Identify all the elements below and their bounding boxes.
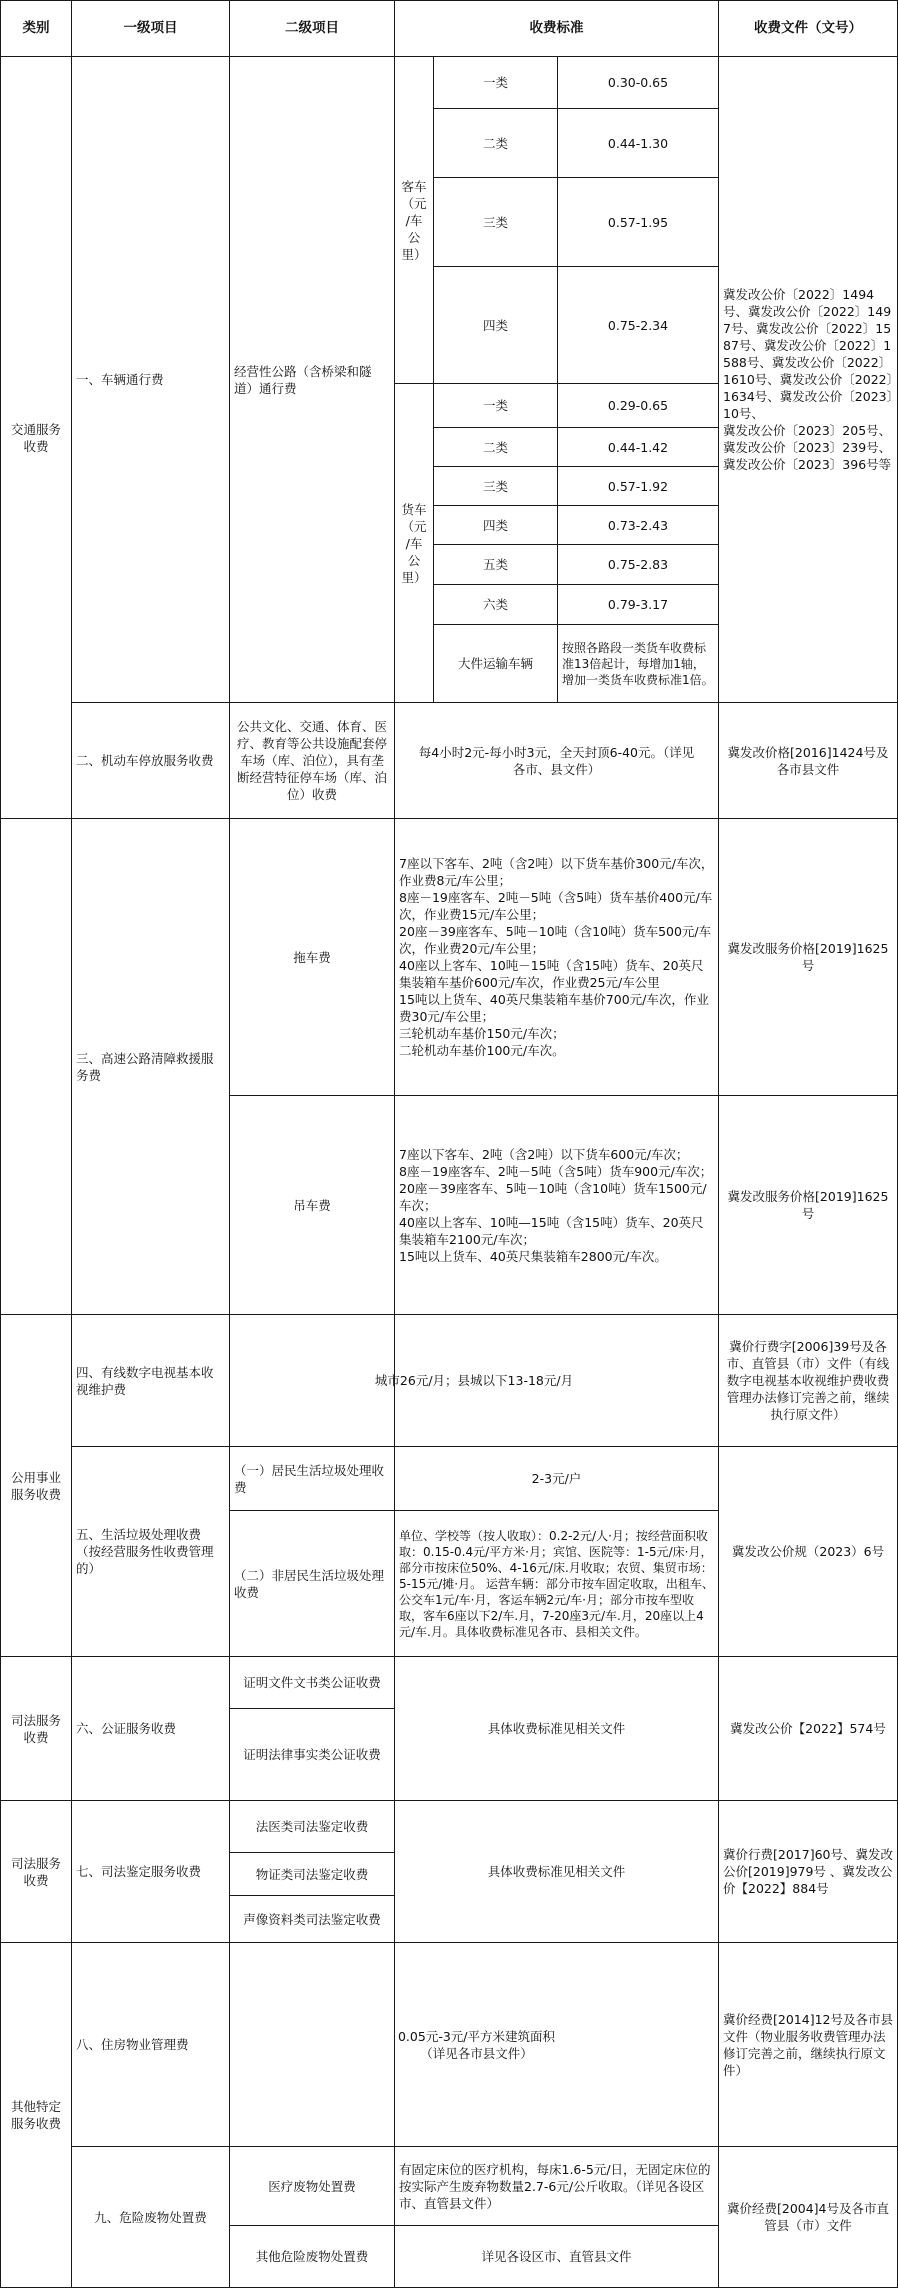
std-medical-waste: 有固定床位的医疗机构，每床1.6-5元/日，无固定床位的按实际产生废弃物数量2.7-6元/公斤收取。（详见各设区市、直管县文件） — [399, 2161, 711, 2211]
passenger-class: 一类 — [482, 75, 508, 90]
category-judicial-notary: 司法服务收费 — [10, 1712, 61, 1745]
truck-class: 大件运输车辆 — [457, 656, 533, 671]
truck-rate: 0.29-0.65 — [607, 398, 669, 413]
doc-tow-fee: 冀发改服务价格[2019]1625号 — [727, 941, 889, 973]
item-parking: 二、机动车停放服务收费 — [76, 753, 214, 768]
sub-notary-facts: 证明法律事实类公证收费 — [243, 1747, 381, 1762]
item-judicial-appraisal: 七、司法鉴定服务收费 — [76, 1864, 202, 1879]
header-standard: 收费标准 — [529, 20, 584, 36]
header-level2: 二级项目 — [285, 20, 339, 36]
truck-class: 二类 — [482, 439, 508, 455]
std-notary: 具体收费标准见相关文件 — [487, 1721, 626, 1736]
passenger-class: 二类 — [482, 135, 508, 151]
item-notary: 六、公证服务收费 — [76, 1721, 177, 1736]
std-tow-fee: 7座以下客车、2吨（含2吨）以下货车基价300元/车次，作业费8元/车公里； 8座－19座客车、2吨－5吨（含5吨）货车基价400元/车次，作业费15元/车公里； 20座－39座客车、5吨－10吨（含10吨）货车500元/车次，作业费20元/车公里； 40座以上客车、10吨－15吨（含15吨）货车、20英尺集装箱车基价600元/车次，作业费25元/车公里 15吨以上货车、40英尺集装箱车基价700元/车次，作业费30元/车公里； 三轮机动车基价150元/车次； 二轮机动车基价100元/车次。 — [399, 856, 714, 1058]
item-property-management: 八、住房物业管理费 — [76, 2037, 189, 2052]
sub-resident-garbage: （一）居民生活垃圾处理收费 — [234, 1462, 385, 1495]
header-level1: 一级项目 — [123, 20, 178, 36]
truck-class: 六类 — [482, 597, 508, 612]
doc-cable-tv: 冀价行费字[2006]39号及各市、直管县（市）文件（有线数字电视基本收视维护费收费管理办法修订完善之前，继续执行原文件） — [726, 1339, 890, 1422]
truck-rate: 按照各路段一类货车收费标准13倍起计，每增加1轴，增加一类货车收费标准1倍。 — [562, 640, 714, 687]
header-category: 类别 — [22, 20, 50, 36]
sub-crane-fee: 吊车费 — [293, 1197, 331, 1213]
passenger-rate: 0.75-2.34 — [607, 317, 669, 333]
passenger-rate: 0.30-0.65 — [607, 75, 669, 90]
truck-label: 货车 （元 /车 公 里） — [401, 501, 427, 585]
item-highway-rescue: 三、高速公路清障救援服务费 — [76, 1050, 214, 1083]
doc-property-management: 冀价经费[2014]12号及各市县文件（物业服务收费管理办法修订完善之前，继续执行原文件） — [723, 2011, 893, 2078]
std-other-hazardous-waste: 详见各设区市、直管县文件 — [481, 2249, 632, 2264]
header-document: 收费文件（文号） — [754, 20, 862, 36]
passenger-car-label: 客车 （元 /车 公 里） — [401, 178, 427, 262]
category-public: 公用事业服务收费 — [10, 1469, 61, 1502]
std-nonresident-garbage: 单位、学校等（按人收取）：0.2-2元/人·月；按经营面积收取：0.15-0.4元/平方米·月；宾馆、医院等：1-5元/床·月，部分市按床位50%、4-16元/床.月收取；农贸、集贸市场：5-15元/摊·月。 运营车辆：部分市按车固定收取，出租车、公交车1元/车·月，客运车辆2元/车·月；部分市按车型收取，客车6座以下2/车.月，7-20座3元/车.月，20座以上4元/车.月。具体收费标准见各市、县相关文件。 — [399, 1528, 714, 1639]
std-crane-fee: 7座以下客车、2吨（含2吨）以下货车600元/车次； 8座－19座客车、2吨－5吨（含5吨）货车900元/车次； 20座－39座客车、5吨－10吨（含10吨）货车1500元/车次； 40座以上客车、10吨—15吨（含15吨）货车、20英尺集装箱车2100元/车次； 15吨以上货车、40英尺集装箱车2800元/车次。 — [399, 1146, 713, 1264]
sub-parking: 公共文化、交通、体育、医疗、教育等公共设施配套停车场（库、泊位），具有垄断经营特征停车场（库、泊位）收费 — [236, 719, 387, 802]
truck-rate: 0.57-1.92 — [607, 478, 669, 494]
item-hazardous-waste: 九、危险废物处置费 — [94, 2209, 207, 2225]
truck-class: 三类 — [482, 478, 508, 494]
truck-rate: 0.44-1.42 — [607, 439, 669, 455]
sub-physical-evidence: 物证类司法鉴定收费 — [255, 1866, 369, 1882]
sub-notary-documents: 证明文件文书类公证收费 — [243, 1675, 381, 1690]
sub-nonresident-garbage: （二）非居民生活垃圾处理收费 — [234, 1567, 385, 1600]
truck-rate: 0.79-3.17 — [607, 597, 669, 612]
sub-medical-waste: 医疗废物处置费 — [268, 2178, 356, 2194]
doc-judicial-appraisal: 冀价行费[2017]60号、冀发改公价[2019]979号 、冀发改公价【2022】884号 — [723, 1847, 893, 1896]
truck-class: 一类 — [482, 398, 508, 413]
truck-class: 五类 — [482, 557, 508, 572]
category-judicial-appraisal: 司法服务收费 — [10, 1855, 61, 1888]
sub-operating-highway: 经营性公路（含桥梁和隧道）通行费 — [234, 363, 372, 396]
sub-other-hazardous-waste: 其他危险废物处置费 — [255, 2249, 369, 2264]
truck-rate: 0.73-2.43 — [607, 517, 669, 533]
std-resident-garbage: 2-3元/户 — [531, 1471, 582, 1486]
std-parking: 每4小时2元-每小时3元，全天封顶6-40元。（详见各市、县文件） — [418, 744, 695, 777]
category-other: 其他特定服务收费 — [10, 2099, 61, 2131]
passenger-rate: 0.44-1.30 — [607, 135, 669, 151]
doc-garbage: 冀发改公价规（2023）6号 — [731, 1544, 885, 1559]
item-vehicle-toll: 一、车辆通行费 — [76, 372, 164, 387]
doc-vehicle-toll: 冀发改公价〔2022〕1494号、冀发改公价〔2022〕1497号、冀发改公价〔2022〕1587号、冀发改公价〔2022〕1588号、冀发改公价〔2022〕1610号、冀发改公价〔2022〕1634号、冀发改公价〔2023〕10号、 冀发改公价〔2023〕205号、冀发改公价〔2023〕239号、冀发改公价〔2023〕396号等 — [723, 287, 893, 472]
sub-audio-video: 声像资料类司法鉴定收费 — [243, 1911, 381, 1927]
sub-forensic-medicine: 法医类司法鉴定收费 — [255, 1819, 369, 1834]
truck-rate: 0.75-2.83 — [607, 557, 669, 572]
passenger-rate: 0.57-1.95 — [607, 214, 669, 230]
doc-crane-fee: 冀发改服务价格[2019]1625号 — [727, 1189, 889, 1221]
doc-parking: 冀发改价格[2016]1424号及各市县文件 — [727, 744, 889, 777]
std-judicial-appraisal: 具体收费标准见相关文件 — [487, 1864, 626, 1879]
doc-hazardous-waste: 冀价经费[2004]4号及各市直管县（市）文件 — [726, 2201, 890, 2233]
std-cable-tv: 城市26元/月；县城以下13-18元/月 — [374, 1373, 574, 1388]
sub-tow-fee: 拖车费 — [293, 949, 331, 965]
passenger-class: 三类 — [482, 214, 508, 230]
item-cable-tv: 四、有线数字电视基本收视维护费 — [76, 1364, 214, 1397]
doc-notary: 冀发改公价【2022】574号 — [730, 1721, 886, 1736]
item-garbage: 五、生活垃圾处理收费（按经营服务性收费管理的） — [76, 1527, 214, 1576]
category-traffic: 交通服务收费 — [10, 421, 61, 454]
passenger-class: 四类 — [482, 317, 508, 333]
std-property-management: 0.05元-3元/平方米建筑面积（详见各市县文件） — [397, 2028, 555, 2061]
truck-class: 四类 — [482, 517, 508, 533]
